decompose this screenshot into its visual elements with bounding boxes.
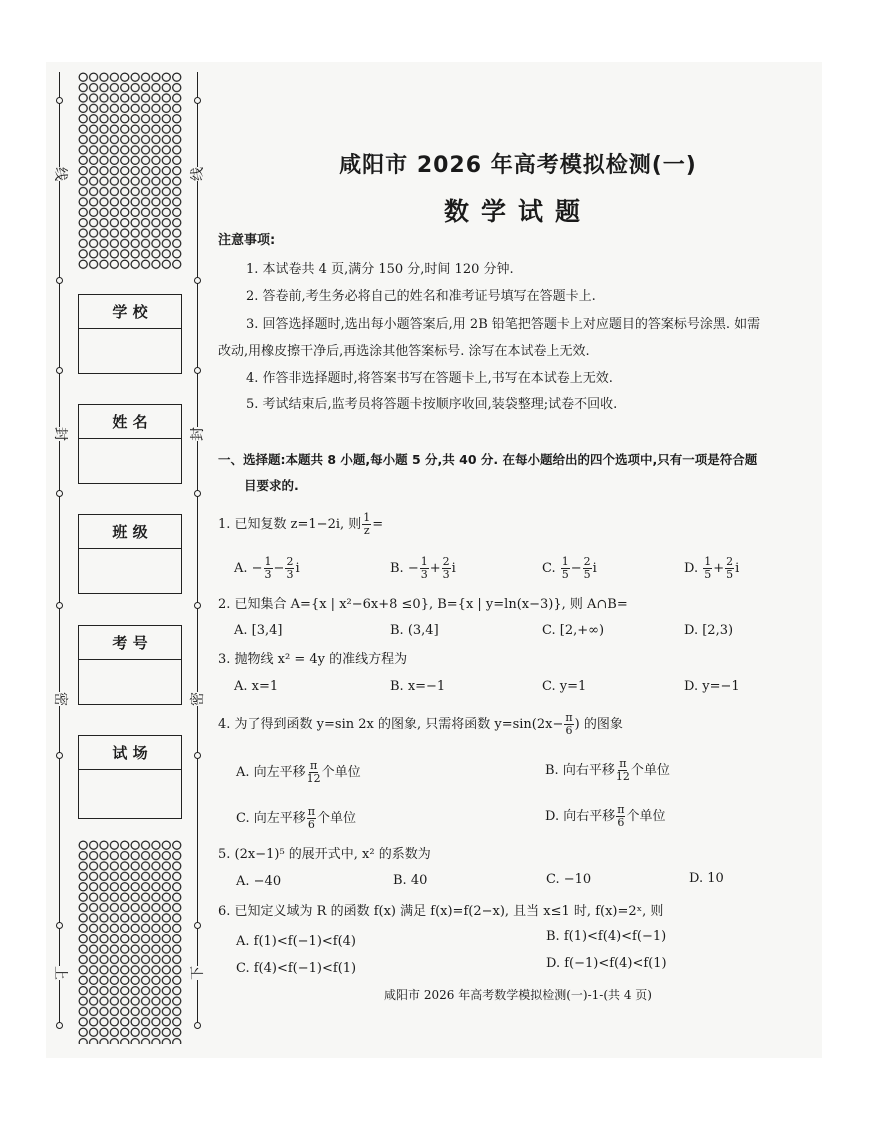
hole-mark xyxy=(56,922,63,929)
seal-mark-xian: 线 xyxy=(52,167,68,181)
question-3: 3. 抛物线 x² = 4y 的准线方程为 xyxy=(218,652,408,667)
fraction: $\frac{1}{z}$ xyxy=(363,511,371,537)
question-2: 2. 已知集合 A={x | x²−6x+8 ≤0}, B={x | y=ln(x−3)}, 则 A∩B= xyxy=(218,597,628,612)
question-6: 6. 已知定义域为 R 的函数 f(x) 满足 f(x)=f(2−x), 且当 x≤1 时, f(x)=2ˣ, 则 xyxy=(218,904,664,919)
section-heading-cont: 目要求的. xyxy=(244,478,299,493)
q6-option-c: C. f(4)<f(−1)<f(1) xyxy=(236,961,357,976)
seal-mark-mi: 密 xyxy=(190,692,206,706)
hole-mark xyxy=(194,752,201,759)
q1-option-c: C. $\frac{1}{5}$ − $\frac{2}{5}$ i xyxy=(542,555,597,581)
hole-mark xyxy=(56,367,63,374)
seal-mark-feng: 封 xyxy=(52,427,68,441)
field-class[interactable] xyxy=(78,514,182,594)
question-4: 4. 为了得到函数 y=sin 2x 的图象, 只需将函数 y=sin(2x− $\frac{\pi}{6}$ ) 的图象 xyxy=(218,711,623,737)
hole-mark xyxy=(56,1022,63,1029)
q3-option-b: B. x=−1 xyxy=(390,679,446,694)
hole-mark xyxy=(194,97,201,104)
q6-option-b: B. f(1)<f(4)<f(−1) xyxy=(546,929,667,944)
q2-option-d: D. [2,3) xyxy=(684,623,734,638)
field-label: 姓 名 xyxy=(79,405,181,439)
binding-line-right xyxy=(197,72,198,1022)
notice-item: 3. 回答选择题时,选出每小题答案后,用 2B 铅笔把答题卡上对应题目的答案标号涂黑. 如需 xyxy=(246,317,761,332)
q1-option-a: A. − $\frac{1}{3}$ − $\frac{2}{3}$ i xyxy=(234,555,300,581)
notice-item: 5. 考试结束后,监考员将答题卡按顺序收回,装袋整理;试卷不回收. xyxy=(246,397,618,412)
q3-option-d: D. y=−1 xyxy=(684,679,740,694)
hole-mark xyxy=(194,922,201,929)
hole-mark xyxy=(194,602,201,609)
hole-mark xyxy=(194,367,201,374)
field-label: 学 校 xyxy=(79,295,181,329)
dot-pattern-bottom xyxy=(78,840,182,1044)
hole-mark xyxy=(56,277,63,284)
hole-mark xyxy=(194,1022,201,1029)
q2-option-c: C. [2,+∞) xyxy=(542,623,605,638)
q4-option-b: B. 向右平移 $\frac{\pi}{12}$ 个单位 xyxy=(545,757,670,783)
section-heading: 一、选择题:本题共 8 小题,每小题 5 分,共 40 分. 在每小题给出的四个选项中,只有一项是符合题 xyxy=(218,452,758,467)
dot-pattern-top xyxy=(78,72,182,270)
notice-heading: 注意事项: xyxy=(218,233,276,248)
q5-option-b: B. 40 xyxy=(393,873,428,888)
q6-option-a: A. f(1)<f(−1)<f(4) xyxy=(236,934,357,949)
hole-mark xyxy=(56,490,63,497)
field-school[interactable] xyxy=(78,294,182,374)
q5-option-d: D. 10 xyxy=(689,871,724,886)
field-label: 班 级 xyxy=(79,515,181,549)
field-name[interactable] xyxy=(78,404,182,484)
q3-option-c: C. y=1 xyxy=(542,679,587,694)
q4-option-a: A. 向左平移 $\frac{\pi}{12}$ 个单位 xyxy=(236,759,361,785)
notice-item: 1. 本试卷共 4 页,满分 150 分,时间 120 分钟. xyxy=(246,262,514,277)
q5-option-a: A. −40 xyxy=(236,874,282,889)
notice-item-cont: 改动,用橡皮擦干净后,再选涂其他答案标号. 涂写在本试卷上无效. xyxy=(218,344,590,359)
q5-option-c: C. −10 xyxy=(546,872,592,887)
field-label: 考 号 xyxy=(79,626,181,660)
seal-mark-xian: 线 xyxy=(190,167,206,181)
seal-mark-feng: 封 xyxy=(190,427,206,441)
hole-mark xyxy=(194,490,201,497)
seal-mark-xia: 下 xyxy=(190,966,206,980)
q2-option-a: A. [3,4] xyxy=(234,623,283,638)
exam-title: 咸阳市 2026 年高考模拟检测(一) xyxy=(339,153,697,178)
notice-item: 2. 答卷前,考生务必将自己的姓名和准考证号填写在答题卡上. xyxy=(246,289,596,304)
hole-mark xyxy=(56,752,63,759)
hole-mark xyxy=(56,97,63,104)
q4-option-c: C. 向左平移 $\frac{\pi}{6}$ 个单位 xyxy=(236,805,356,831)
q2-option-b: B. (3,4] xyxy=(390,623,439,638)
q1-option-b: B. − $\frac{1}{3}$ + $\frac{2}{3}$ i xyxy=(390,555,456,581)
hole-mark xyxy=(56,602,63,609)
notice-item: 4. 作答非选择题时,将答案书写在答题卡上,书写在本试卷上无效. xyxy=(246,371,613,386)
hole-mark xyxy=(194,277,201,284)
q4-option-d: D. 向右平移 $\frac{\pi}{6}$ 个单位 xyxy=(545,803,666,829)
field-label: 试 场 xyxy=(79,736,181,770)
field-exam-number[interactable] xyxy=(78,625,182,705)
seal-mark-shang: 上 xyxy=(52,966,68,980)
q1-option-d: D. $\frac{1}{5}$ + $\frac{2}{5}$ i xyxy=(684,555,740,581)
seal-mark-mi: 密 xyxy=(52,692,68,706)
question-5: 5. (2x−1)⁵ 的展开式中, x² 的系数为 xyxy=(218,847,431,862)
page-footer: 咸阳市 2026 年高考数学模拟检测(一)-1-(共 4 页) xyxy=(384,988,652,1002)
q6-option-d: D. f(−1)<f(4)<f(1) xyxy=(546,956,667,971)
q1-stem: 1. 已知复数 z=1−2i, 则 xyxy=(218,517,362,532)
binding-line-left xyxy=(59,72,60,1022)
binding-strip xyxy=(46,62,211,1058)
q3-option-a: A. x=1 xyxy=(234,679,279,694)
field-exam-room[interactable] xyxy=(78,735,182,819)
exam-subtitle: 数学试题 xyxy=(443,197,592,226)
question-1: 1. 已知复数 z=1−2i, 则 $\frac{1}{z}$ = xyxy=(218,511,384,537)
